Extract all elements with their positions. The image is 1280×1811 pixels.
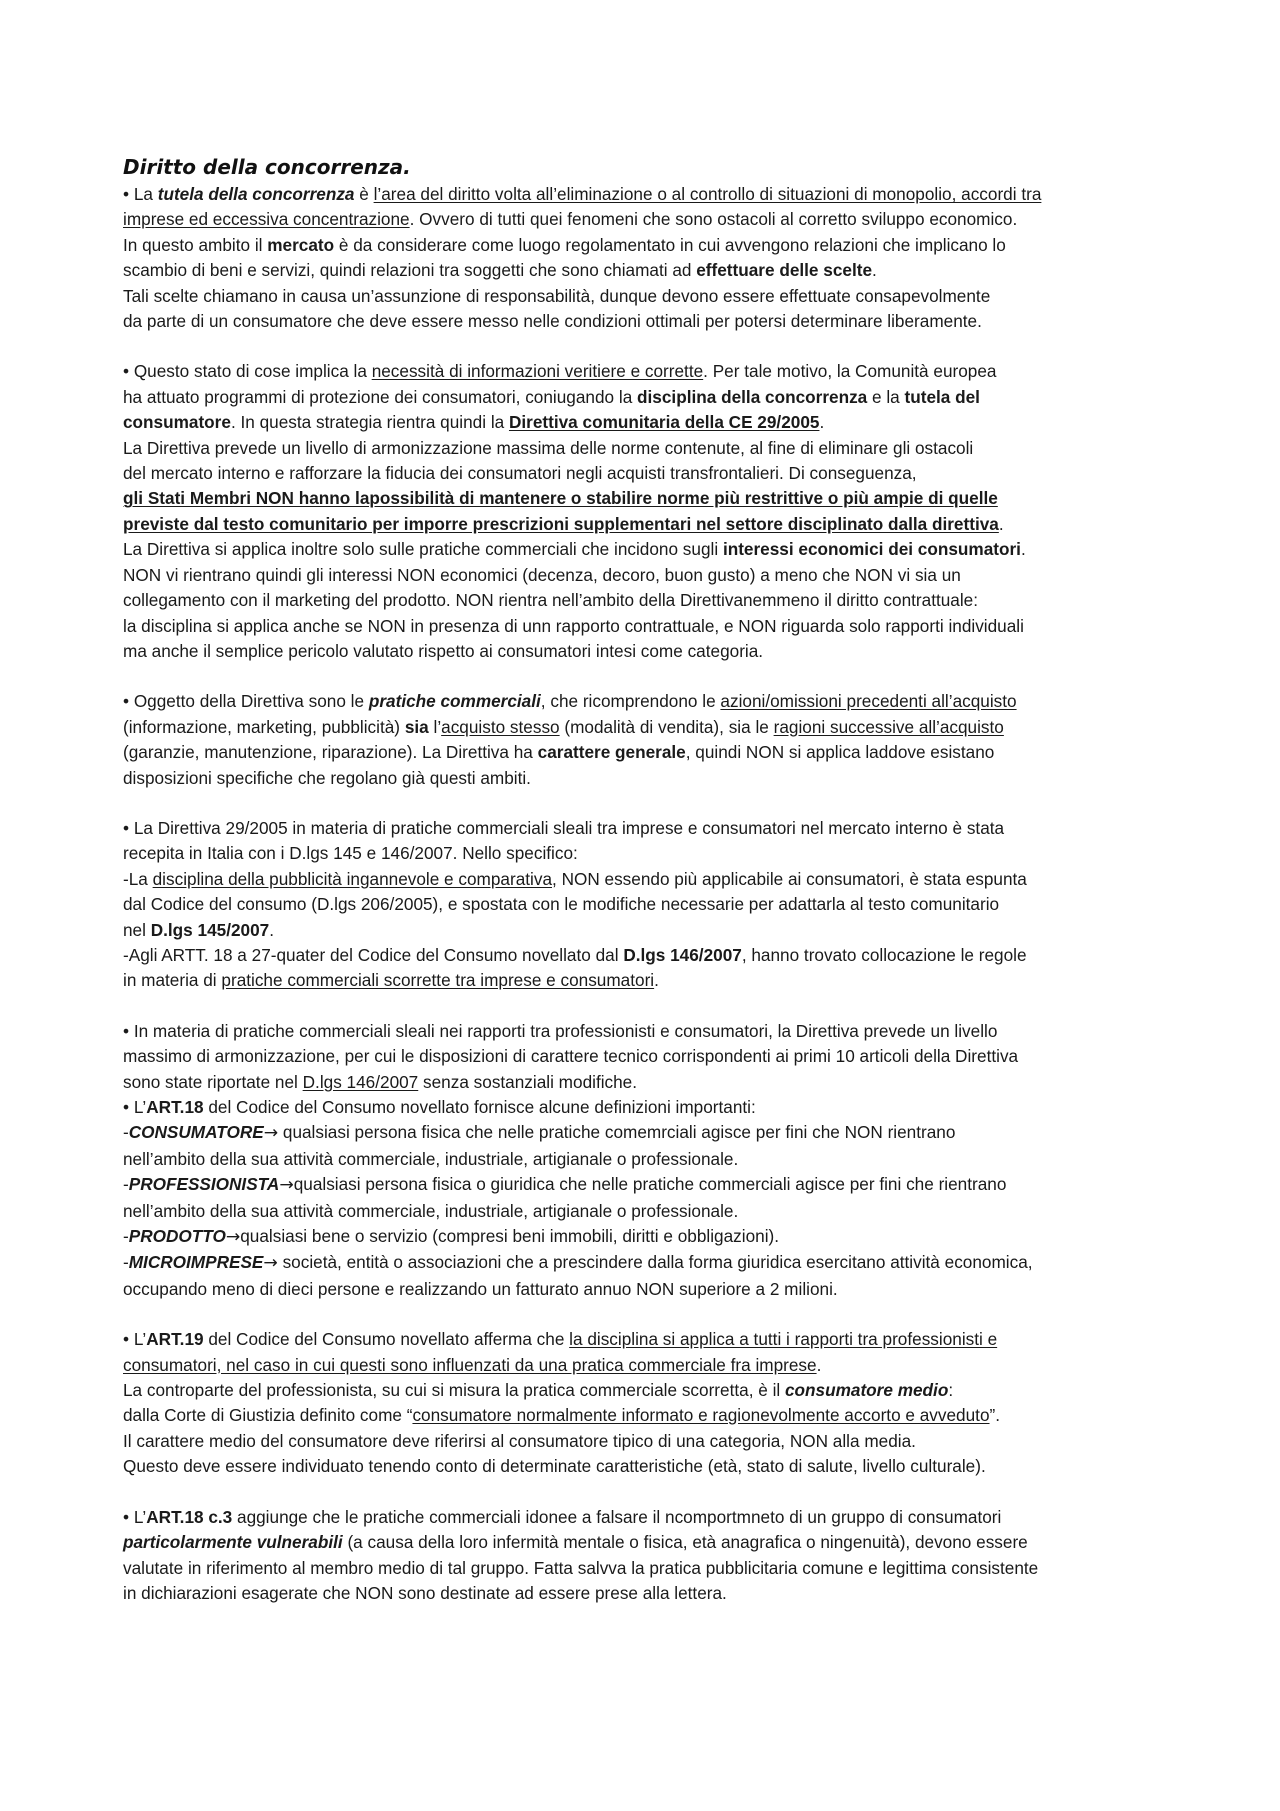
text-line: Tali scelte chiamano in causa un’assunzione di responsabilità, dunque devono essere effettuate consapevolmente — [123, 285, 991, 306]
arrow-right-icon: → — [263, 1123, 279, 1144]
bullet: • — [123, 691, 130, 712]
arrow-right-icon: → — [225, 1227, 241, 1248]
paragraph-oggetto-direttiva — [123, 689, 1163, 791]
document-page — [123, 154, 1163, 1606]
text-line: valutate in riferimento al membro medio di tal gruppo. Fatta salvva la pratica pubblicitaria comune e legittima consistente — [123, 1557, 1039, 1578]
text-line: recepita in Italia con i D.lgs 145 e 146/2007. Nello specifico: — [123, 843, 578, 864]
text-line: (informazione, marketing, pubblicità) sia l’acquisto stesso (modalità di vendita), sia le ragioni successive all’acquisto — [123, 716, 1004, 737]
paragraph-recepimento-italia — [123, 816, 1163, 994]
text-line: Il carattere medio del consumatore deve riferirsi al consumatore tipico di una categoria, NON alla media. — [123, 1430, 916, 1451]
text-line: • L’ART.18 del Codice del Consumo novellato fornisce alcune definizioni importanti: — [123, 1097, 756, 1117]
text-line: nell’ambito della sua attività commerciale, industriale, artigianale o professionale. — [123, 1148, 739, 1169]
paragraph-tutela-concorrenza — [123, 182, 1163, 334]
text-line: del mercato interno e rafforzare la fiducia dei consumatori negli acquisti transfrontalieri. Di conseguenza, — [123, 463, 917, 484]
paragraph-definizioni-art18 — [123, 1019, 1163, 1302]
text-line: NON vi rientrano quindi gli interessi NON economici (decenza, decoro, buon gusto) a meno che NON vi sia un — [123, 564, 961, 585]
definition-prodotto: -PRODOTTO→qualsiasi bene o servizio (compresi beni immobili, diritti e obbligazioni). — [123, 1226, 780, 1248]
text-line: in dichiarazioni esagerate che NON sono destinate ad essere prese alla lettera. — [123, 1582, 727, 1603]
text-line: • L’ART.18 c.3 aggiunge che le pratiche commerciali idonee a falsare il ncomportmneto di un gruppo di consumatori — [123, 1506, 1002, 1527]
text-line: gli Stati Membri NON hanno lapossibilità di mantenere o stabilire norme più restrittive o più ampie di quelle — [123, 488, 998, 509]
bullet: • — [123, 1329, 130, 1350]
text-line: La Direttiva si applica inoltre solo sulle pratiche commerciali che incidono sugli interessi economici dei consumatori. — [123, 539, 1026, 560]
text-line: massimo di armonizzazione, per cui le disposizioni di carattere tecnico corrispondenti ai primi 10 articoli della Direttiva — [123, 1046, 1019, 1067]
text-line: • Oggetto della Direttiva sono le pratiche commerciali, che ricomprendono le azioni/omissioni precedenti all’acquisto — [123, 691, 1017, 712]
text-line: imprese ed eccessiva concentrazione. Ovvero di tutti quei fenomeni che sono ostacoli al corretto sviluppo economico. — [123, 209, 1018, 230]
arrow-right-icon: → — [279, 1175, 294, 1196]
text-line: disposizioni specifiche che regolano già questi ambiti. — [123, 767, 531, 788]
text-line: dal Codice del consumo (D.lgs 206/2005), e spostata con le modifiche necessarie per adattarla al testo comunitario — [123, 894, 1000, 915]
text-line: La controparte del professionista, su cui si misura la pratica commerciale scorretta, è il consumatore medio: — [123, 1380, 954, 1401]
definition-professionista: -PROFESSIONISTA→qualsiasi persona fisica o giuridica che nelle pratiche commerciali agisce per fini che rientrano — [123, 1174, 1007, 1196]
text-line: scambio di beni e servizi, quindi relazioni tra soggetti che sono chiamati ad effettuare delle scelte. — [123, 260, 877, 281]
text-line: • In materia di pratiche commerciali sleali nei rapporti tra professionisti e consumatori, la Direttiva prevede un livello — [123, 1020, 998, 1041]
definition-microimprese: -MICROIMPRESE→ società, entità o associazioni che a prescindere dalla forma giuridica esercitano attività economica, — [123, 1252, 1033, 1274]
text-line: occupando meno di dieci persone e realizzando un fatturato annuo NON superiore a 2 milioni. — [123, 1278, 838, 1299]
text-line: dalla Corte di Giustizia definito come “consumatore normalmente informato e ragionevolmente accorto e avveduto”. — [123, 1405, 1001, 1426]
paragraph-direttiva-ce — [123, 359, 1163, 664]
text-line: ha attuato programmi di protezione dei consumatori, coniugando la disciplina della concorrenza e la tutela del — [123, 386, 980, 407]
text-line: • La tutela della concorrenza è l’area del diritto volta all’eliminazione o al controllo di situazioni di monopolio, accordi tra — [123, 184, 1042, 204]
text-line: • L’ART.19 del Codice del Consumo novellato afferma che la disciplina si applica a tutti i rapporti tra professionisti e — [123, 1329, 998, 1350]
text-line: sono state riportate nel D.lgs 146/2007 senza sostanziali modifiche. — [123, 1071, 638, 1092]
text-line: • La Direttiva 29/2005 in materia di pratiche commerciali sleali tra imprese e consumatori nel mercato interno è stata — [123, 817, 1005, 838]
bullet: • — [123, 1097, 130, 1117]
text-line: collegamento con il marketing del prodotto. NON rientra nell’ambito della Direttivanemmeno il diritto contrattuale: — [123, 590, 979, 611]
text-line: -Agli ARTT. 18 a 27-quater del Codice del Consumo novellato dal D.lgs 146/2007, hanno trovato collocazione le regole — [123, 944, 1027, 965]
text-line: Questo deve essere individuato tenendo conto di determinate caratteristiche (età, stato di salute, livello culturale). — [123, 1456, 986, 1477]
arrow-right-icon: → — [263, 1253, 278, 1274]
text-line: nell’ambito della sua attività commerciale, industriale, artigianale o professionale. — [123, 1200, 739, 1221]
bullet: • — [123, 1506, 130, 1527]
bullet: • — [123, 817, 130, 838]
text-line: nel D.lgs 145/2007. — [123, 919, 274, 940]
text-line: (garanzie, manutenzione, riparazione). La Direttiva ha carattere generale, quindi NON si applica laddove esistano — [123, 742, 995, 763]
paragraph-art18-c3 — [123, 1505, 1163, 1607]
text-line: • Questo stato di cose implica la necessità di informazioni veritiere e corrette. Per tale motivo, la Comunità europea — [123, 361, 997, 382]
text-line: consumatori, nel caso in cui questi sono influenzati da una pratica commerciale fra imprese. — [123, 1354, 822, 1375]
text-line: ma anche il semplice pericolo valutato rispetto ai consumatori intesi come categoria. — [123, 640, 764, 661]
definition-consumatore: -CONSUMATORE→ qualsiasi persona fisica che nelle pratiche comemrciali agisce per fini che NON rientrano — [123, 1122, 956, 1144]
text-line: previste dal testo comunitario per imporre prescrizioni supplementari nel settore disciplinato dalla direttiva. — [123, 513, 1004, 534]
text-line: da parte di un consumatore che deve essere messo nelle condizioni ottimali per potersi determinare liberamente. — [123, 311, 982, 332]
text-line: in materia di pratiche commerciali scorrette tra imprese e consumatori. — [123, 970, 659, 991]
text-line: consumatore. In questa strategia rientra quindi la Direttiva comunitaria della CE 29/2005. — [123, 412, 825, 433]
text-line: particolarmente vulnerabili (a causa della loro infermità mentale o fisica, età anagrafica o ningenuità), devono essere — [123, 1532, 1028, 1553]
text-line: In questo ambito il mercato è da considerare come luogo regolamentato in cui avvengono relazioni che implicano lo — [123, 234, 1006, 255]
paragraph-art19 — [123, 1327, 1163, 1479]
document-title: Diritto della concorrenza. — [123, 155, 411, 179]
bullet: • — [123, 1020, 130, 1041]
text-line: la disciplina si applica anche se NON in presenza di unn rapporto contrattuale, e NON riguarda solo rapporti individuali — [123, 615, 1024, 636]
bullet: • — [123, 361, 130, 382]
bullet: • — [123, 184, 130, 204]
text-line: -La disciplina della pubblicità ingannevole e comparativa, NON essendo più applicabile ai consumatori, è stata espunta — [123, 868, 1027, 889]
text-line: La Direttiva prevede un livello di armonizzazione massima delle norme contenute, al fine di eliminare gli ostacoli — [123, 437, 974, 458]
